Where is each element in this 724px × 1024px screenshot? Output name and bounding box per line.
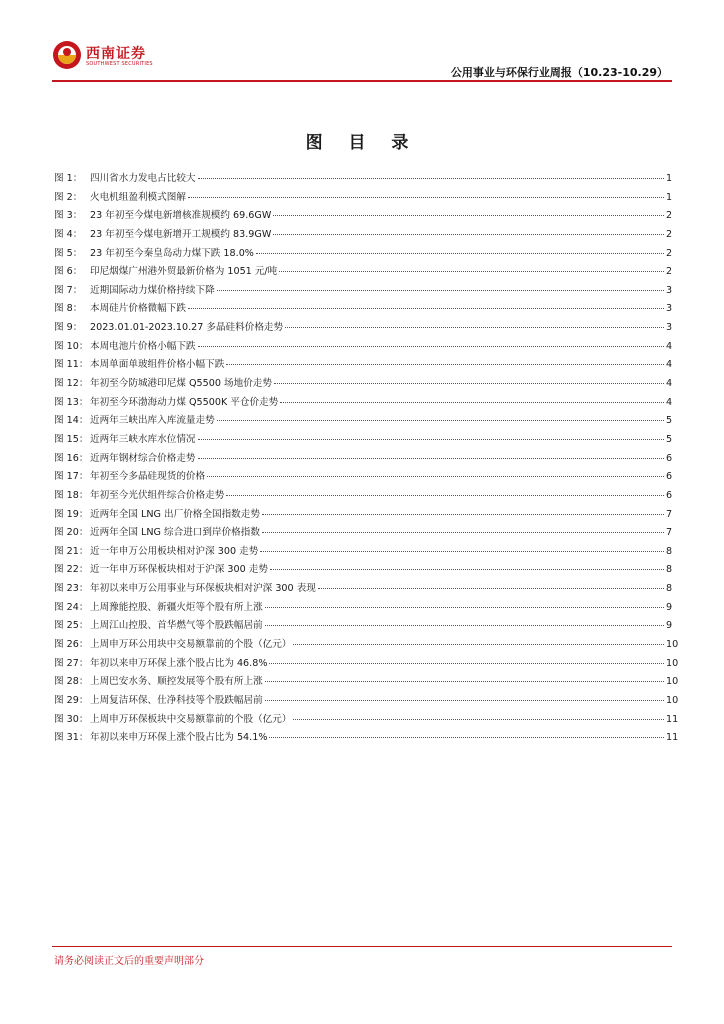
- toc-entry-page-number[interactable]: 3: [666, 303, 673, 315]
- figure-table-of-contents: [54, 170, 679, 748]
- toc-dot-leader: [269, 663, 664, 664]
- toc-entry-label: 图 20：: [54, 527, 89, 539]
- toc-entry[interactable]: [54, 282, 672, 301]
- footer-divider: [52, 946, 672, 947]
- toc-entry-label: 图 24：: [54, 601, 89, 613]
- toc-dot-leader: [260, 551, 664, 552]
- report-title: 公用事业与环保行业周报（10.23-10.29）: [450, 66, 668, 79]
- toc-entry-title[interactable]: 近两年三峡水库水位情况: [90, 433, 196, 445]
- toc-entry-page-number[interactable]: 9: [666, 620, 673, 632]
- toc-entry-title[interactable]: 年初至今多晶硅现货的价格: [90, 471, 206, 483]
- toc-entry-page-number[interactable]: 8: [666, 583, 673, 595]
- toc-dot-leader: [274, 383, 664, 384]
- toc-entry[interactable]: [54, 506, 672, 525]
- toc-entry-label: 图 2：: [54, 191, 83, 203]
- toc-entry-page-number[interactable]: 7: [666, 508, 673, 520]
- toc-entry-page-number[interactable]: 3: [666, 284, 673, 296]
- toc-entry-page-number[interactable]: 11: [666, 713, 679, 725]
- toc-dot-leader: [265, 681, 664, 682]
- toc-dot-leader: [293, 644, 664, 645]
- toc-entry-title[interactable]: 本周单面单玻组件价格小幅下跌: [90, 359, 225, 371]
- toc-dot-leader: [279, 271, 664, 272]
- toc-entry-label: 图 21：: [54, 545, 89, 557]
- toc-entry-title[interactable]: 上周申万环公用块中交易额靠前的个股（亿元）: [90, 639, 292, 651]
- toc-entry-title[interactable]: 23 年初至今煤电新增开工规模约 83.9GW: [90, 228, 272, 240]
- toc-dot-leader: [188, 308, 664, 309]
- toc-entry[interactable]: [54, 655, 679, 674]
- toc-entry[interactable]: [54, 543, 672, 562]
- toc-entry-label: 图 31：: [54, 732, 89, 744]
- toc-entry[interactable]: [54, 599, 672, 618]
- toc-entry[interactable]: [54, 580, 672, 599]
- toc-entry-title[interactable]: 近一年申万环保板块相对于沪深 300 走势: [90, 564, 268, 576]
- toc-entry-page-number[interactable]: 6: [666, 452, 673, 464]
- toc-dot-leader: [198, 178, 664, 179]
- toc-entry-page-number[interactable]: 5: [666, 415, 673, 427]
- toc-entry[interactable]: [54, 431, 672, 450]
- toc-heading: 图 目 录: [305, 133, 419, 153]
- toc-entry-page-number[interactable]: 2: [666, 228, 673, 240]
- toc-dot-leader: [265, 700, 664, 701]
- toc-entry[interactable]: [54, 245, 672, 264]
- toc-entry-label: 图 14：: [54, 415, 89, 427]
- toc-entry-page-number[interactable]: 4: [666, 340, 673, 352]
- toc-dot-leader: [262, 514, 664, 515]
- toc-entry-title[interactable]: 年初以来申万环保上涨个股占比为 54.1%: [90, 732, 268, 744]
- toc-dot-leader: [269, 737, 664, 738]
- toc-dot-leader: [293, 719, 664, 720]
- toc-entry-label: 图 27：: [54, 657, 89, 669]
- toc-entry-title[interactable]: 本周硅片价格微幅下跌: [90, 303, 186, 315]
- toc-entry[interactable]: [54, 170, 672, 189]
- toc-entry-label: 图 25：: [54, 620, 89, 632]
- toc-entry-page-number[interactable]: 10: [666, 639, 679, 651]
- toc-dot-leader: [207, 476, 664, 477]
- toc-entry-page-number[interactable]: 1: [666, 173, 673, 184]
- toc-dot-leader: [217, 420, 664, 421]
- toc-dot-leader: [265, 607, 664, 608]
- header-divider: [52, 80, 672, 82]
- toc-entry-label: 图 29：: [54, 694, 89, 706]
- toc-entry-label: 图 9：: [54, 322, 83, 334]
- toc-entry-title[interactable]: 本周电池片价格小幅下跌: [90, 340, 196, 352]
- toc-dot-leader: [198, 346, 664, 347]
- toc-entry-label: 图 28：: [54, 676, 89, 688]
- toc-entry-page-number[interactable]: 4: [666, 378, 673, 390]
- toc-entry[interactable]: [54, 617, 672, 636]
- toc-entry-label: 图 16：: [54, 452, 89, 464]
- toc-entry-label: 图 12：: [54, 378, 89, 390]
- toc-entry-title[interactable]: 年初至今光伏组件综合价格走势: [90, 489, 225, 501]
- toc-entry-label: 图 11：: [54, 359, 89, 371]
- toc-entry[interactable]: [54, 226, 672, 245]
- company-logo: [52, 40, 162, 76]
- toc-entry-label: 图 17：: [54, 471, 89, 483]
- toc-entry-page-number[interactable]: 6: [666, 489, 673, 501]
- toc-entry-label: 图 10：: [54, 340, 89, 352]
- toc-entry-label: 图 5：: [54, 247, 83, 259]
- toc-entry-title[interactable]: 23 年初至今煤电新增核准规模约 69.6GW: [90, 210, 272, 222]
- toc-entry[interactable]: [54, 263, 672, 282]
- toc-entry-page-number[interactable]: 2: [666, 210, 673, 222]
- toc-dot-leader: [318, 588, 664, 589]
- logo-emblem-icon: [52, 40, 82, 70]
- toc-entry[interactable]: [54, 468, 672, 487]
- toc-entry[interactable]: [54, 300, 672, 319]
- toc-entry-title[interactable]: 23 年初至今秦皇岛动力煤下跌 18.0%: [90, 247, 254, 259]
- toc-entry-label: 图 22：: [54, 564, 89, 576]
- toc-entry[interactable]: [54, 692, 679, 711]
- toc-entry-title[interactable]: 上周复洁环保、仕净科技等个股跌幅居前: [90, 694, 263, 706]
- toc-entry-page-number[interactable]: 5: [666, 433, 673, 445]
- toc-entry-title[interactable]: 年初至今防城港印尼煤 Q5500 场地价走势: [90, 378, 272, 390]
- toc-entry-label: 图 7：: [54, 284, 83, 296]
- toc-entry[interactable]: [54, 412, 672, 431]
- toc-entry[interactable]: [54, 487, 672, 506]
- toc-entry-title[interactable]: 四川省水力发电占比较大: [90, 173, 196, 184]
- toc-entry-title[interactable]: 近两年钢材综合价格走势: [90, 452, 196, 464]
- toc-entry-label: 图 15：: [54, 433, 89, 445]
- toc-entry[interactable]: [54, 189, 672, 208]
- toc-entry-page-number[interactable]: 7: [666, 527, 673, 539]
- toc-dot-leader: [217, 290, 664, 291]
- toc-dot-leader: [280, 402, 664, 403]
- toc-entry-title[interactable]: 上周申万环保板块中交易额靠前的个股（亿元）: [90, 713, 292, 725]
- toc-entry[interactable]: [54, 524, 672, 543]
- toc-entry-label: 图 6：: [54, 266, 83, 278]
- toc-dot-leader: [226, 495, 664, 496]
- toc-entry-page-number[interactable]: 3: [666, 322, 673, 334]
- toc-entry[interactable]: [54, 338, 672, 357]
- toc-entry-title[interactable]: 年初以来申万环保上涨个股占比为 46.8%: [90, 657, 268, 669]
- toc-entry-title[interactable]: 上周豫能控股、新疆火炬等个股有所上涨: [90, 601, 263, 613]
- toc-entry[interactable]: [54, 561, 672, 580]
- toc-entry-label: 图 26：: [54, 639, 89, 651]
- toc-entry[interactable]: [54, 673, 679, 692]
- toc-entry-page-number[interactable]: 10: [666, 657, 679, 669]
- toc-entry[interactable]: [54, 356, 672, 375]
- toc-dot-leader: [226, 364, 664, 365]
- toc-entry-label: 图 30：: [54, 713, 89, 725]
- toc-entry-page-number[interactable]: 8: [666, 564, 673, 576]
- toc-entry-title[interactable]: 上周巴安水务、顺控发展等个股有所上涨: [90, 676, 263, 688]
- toc-entry-label: 图 8：: [54, 303, 83, 315]
- page-header: [0, 0, 724, 90]
- toc-entry-label: 图 23：: [54, 583, 89, 595]
- toc-entry-title[interactable]: 近一年申万公用板块相对沪深 300 走势: [90, 545, 259, 557]
- toc-entry-page-number[interactable]: 2: [666, 266, 673, 278]
- toc-entry-title[interactable]: 上周江山控股、首华燃气等个股跌幅居前: [90, 620, 263, 632]
- toc-dot-leader: [270, 569, 664, 570]
- toc-entry-title[interactable]: 近两年全国 LNG 出厂价格全国指数走势: [90, 508, 260, 520]
- logo-chinese-name: 西南证券: [86, 46, 146, 62]
- toc-dot-leader: [256, 253, 664, 254]
- toc-dot-leader: [285, 327, 664, 328]
- toc-dot-leader: [273, 215, 664, 216]
- toc-entry-label: 图 3：: [54, 210, 83, 222]
- toc-entry-label: 图 19：: [54, 508, 89, 520]
- toc-entry-page-number[interactable]: 10: [666, 676, 679, 688]
- toc-dot-leader: [198, 439, 664, 440]
- toc-entry-title[interactable]: 印尼烟煤广州港外贸最新价格为 1051 元/吨: [90, 266, 278, 278]
- toc-dot-leader: [262, 532, 664, 533]
- toc-entry-title[interactable]: 年初以来申万公用事业与环保板块相对沪深 300 表现: [90, 583, 316, 595]
- toc-entry-title[interactable]: 近期国际动力煤价格持续下降: [90, 284, 215, 296]
- toc-entry-title[interactable]: 近两年全国 LNG 综合进口到岸价格指数: [90, 527, 260, 539]
- toc-entry[interactable]: [54, 711, 679, 730]
- toc-entry-label: 图 18：: [54, 489, 89, 501]
- toc-entry-page-number[interactable]: 1: [666, 191, 673, 203]
- toc-entry-page-number[interactable]: 2: [666, 247, 673, 259]
- footer-disclaimer: 请务必阅读正文后的重要声明部分: [54, 956, 204, 967]
- toc-entry-page-number[interactable]: 8: [666, 545, 673, 557]
- toc-entry-page-number[interactable]: 11: [666, 732, 679, 744]
- toc-entry-label: 图 1：: [54, 173, 83, 184]
- toc-entry[interactable]: [54, 729, 679, 748]
- toc-dot-leader: [198, 458, 664, 459]
- toc-entry[interactable]: [54, 319, 672, 338]
- toc-entry-label: 图 4：: [54, 228, 83, 240]
- toc-dot-leader: [188, 197, 664, 198]
- toc-dot-leader: [265, 625, 664, 626]
- toc-entry-label: 图 13：: [54, 396, 89, 408]
- toc-entry-title[interactable]: 年初至今环渤海动力煤 Q5500K 平仓价走势: [90, 396, 279, 408]
- logo-english-name: SOUTHWEST SECURITIES: [86, 61, 153, 67]
- toc-entry[interactable]: [54, 394, 672, 413]
- toc-entry-page-number[interactable]: 10: [666, 694, 679, 706]
- toc-entry-title[interactable]: 2023.01.01-2023.10.27 多晶硅料价格走势: [90, 322, 284, 334]
- toc-entry-title[interactable]: 近两年三峡出库入库流量走势: [90, 415, 215, 427]
- toc-entry-page-number[interactable]: 4: [666, 359, 673, 371]
- toc-entry[interactable]: [54, 375, 672, 394]
- toc-entry[interactable]: [54, 450, 672, 469]
- toc-dot-leader: [273, 234, 664, 235]
- toc-entry-page-number[interactable]: 6: [666, 471, 673, 483]
- toc-entry[interactable]: [54, 636, 679, 655]
- toc-entry-page-number[interactable]: 9: [666, 601, 673, 613]
- toc-entry-title[interactable]: 火电机组盈利模式图解: [90, 191, 186, 203]
- toc-entry[interactable]: [54, 207, 672, 226]
- toc-entry-page-number[interactable]: 4: [666, 396, 673, 408]
